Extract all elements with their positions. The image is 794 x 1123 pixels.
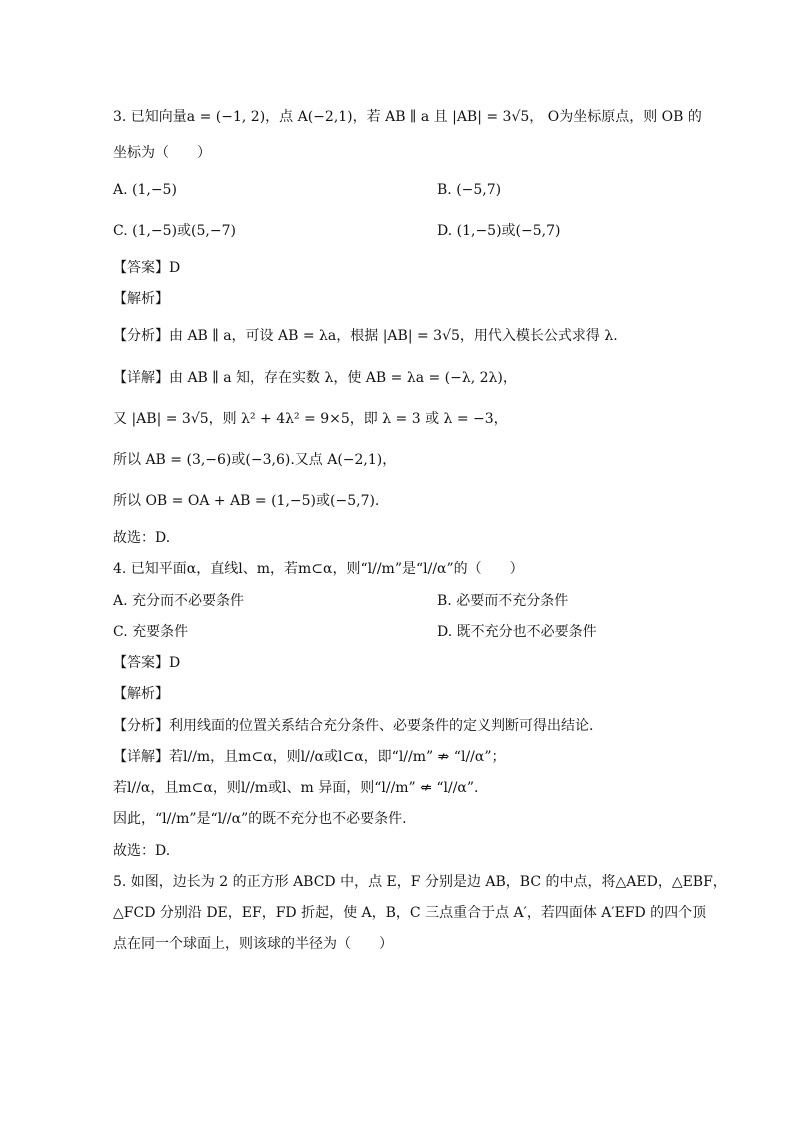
q3-stem-line2: 坐标为（ ）: [113, 145, 211, 161]
q4-xiangjie-1: 【详解】若l//m，且m⊂α，则l//α或l⊂α，即“l//m” ⇏ “l//α”；: [113, 749, 506, 765]
q3-stem-line1: 3. 已知向量a = (−1, 2)，点 A(−2,1)，若 AB ∥ a 且 |AB| = 3√5， O为坐标原点，则 OB 的: [113, 109, 702, 125]
q3-analysis-heading: 【解析】: [113, 291, 169, 307]
q3-option-a: A. (1,−5): [113, 182, 177, 198]
q4-option-b: B. 必要而不充分条件: [437, 593, 569, 609]
q4-answer: 【答案】D: [113, 655, 181, 671]
q4-option-a: A. 充分而不必要条件: [113, 593, 245, 609]
q3-xiangjie-4: 所以 OB = OA + AB = (1,−5)或(−5,7).: [113, 493, 380, 509]
q5-line1: 5. 如图，边长为 2 的正方形 ABCD 中，点 E，F 分别是边 AB，BC 的中点，将△AED，△EBF，: [113, 874, 727, 890]
q3-xiangjie-1: 【详解】由 AB ∥ a 知，存在实数 λ，使 AB = λa = (−λ, 2λ)，: [113, 370, 517, 386]
q4-fenxi: 【分析】利用线面的位置关系结合充分条件、必要条件的定义判断可得出结论.: [113, 718, 594, 734]
q4-analysis-heading: 【解析】: [113, 686, 169, 702]
q4-xiangjie-3: 因此，“l//m”是“l//α”的既不充分也不必要条件.: [113, 811, 407, 827]
q3-fenxi: 【分析】由 AB ∥ a，可设 AB = λa，根据 |AB| = 3√5，用代入模长公式求得 λ.: [113, 328, 618, 344]
q3-choice: 故选：D.: [113, 530, 171, 546]
q4-option-c: C. 充要条件: [113, 624, 189, 640]
q3-xiangjie-3: 所以 AB = (3,−6)或(−3,6).又点 A(−2,1)，: [113, 452, 397, 468]
q4-stem: 4. 已知平面α，直线l、m，若m⊂α，则“l//m”是“l//α”的（ ）: [113, 561, 524, 577]
q4-choice: 故选：D.: [113, 843, 171, 859]
q4-option-d: D. 既不充分也不必要条件: [437, 624, 597, 640]
q3-answer: 【答案】D: [113, 260, 181, 276]
q5-line3: 点在同一个球面上，则该球的半径为（ ）: [113, 936, 393, 952]
q3-xiangjie-2: 又 |AB| = 3√5，则 λ² + 4λ² = 9×5，即 λ = 3 或 λ = −3，: [113, 411, 508, 427]
q3-option-b: B. (−5,7): [437, 182, 502, 198]
q3-option-c: C. (1,−5)或(5,−7): [113, 223, 236, 239]
q4-xiangjie-2: 若l//α，且m⊂α，则l//m或l、m 异面，则“l//m” ⇍ “l//α”.: [113, 780, 479, 796]
q3-option-d: D. (1,−5)或(−5,7): [437, 223, 561, 239]
q5-line2: △FCD 分别沿 DE，EF，FD 折起，使 A，B，C 三点重合于点 A′，若四面体 A′EFD 的四个顶: [113, 905, 707, 921]
